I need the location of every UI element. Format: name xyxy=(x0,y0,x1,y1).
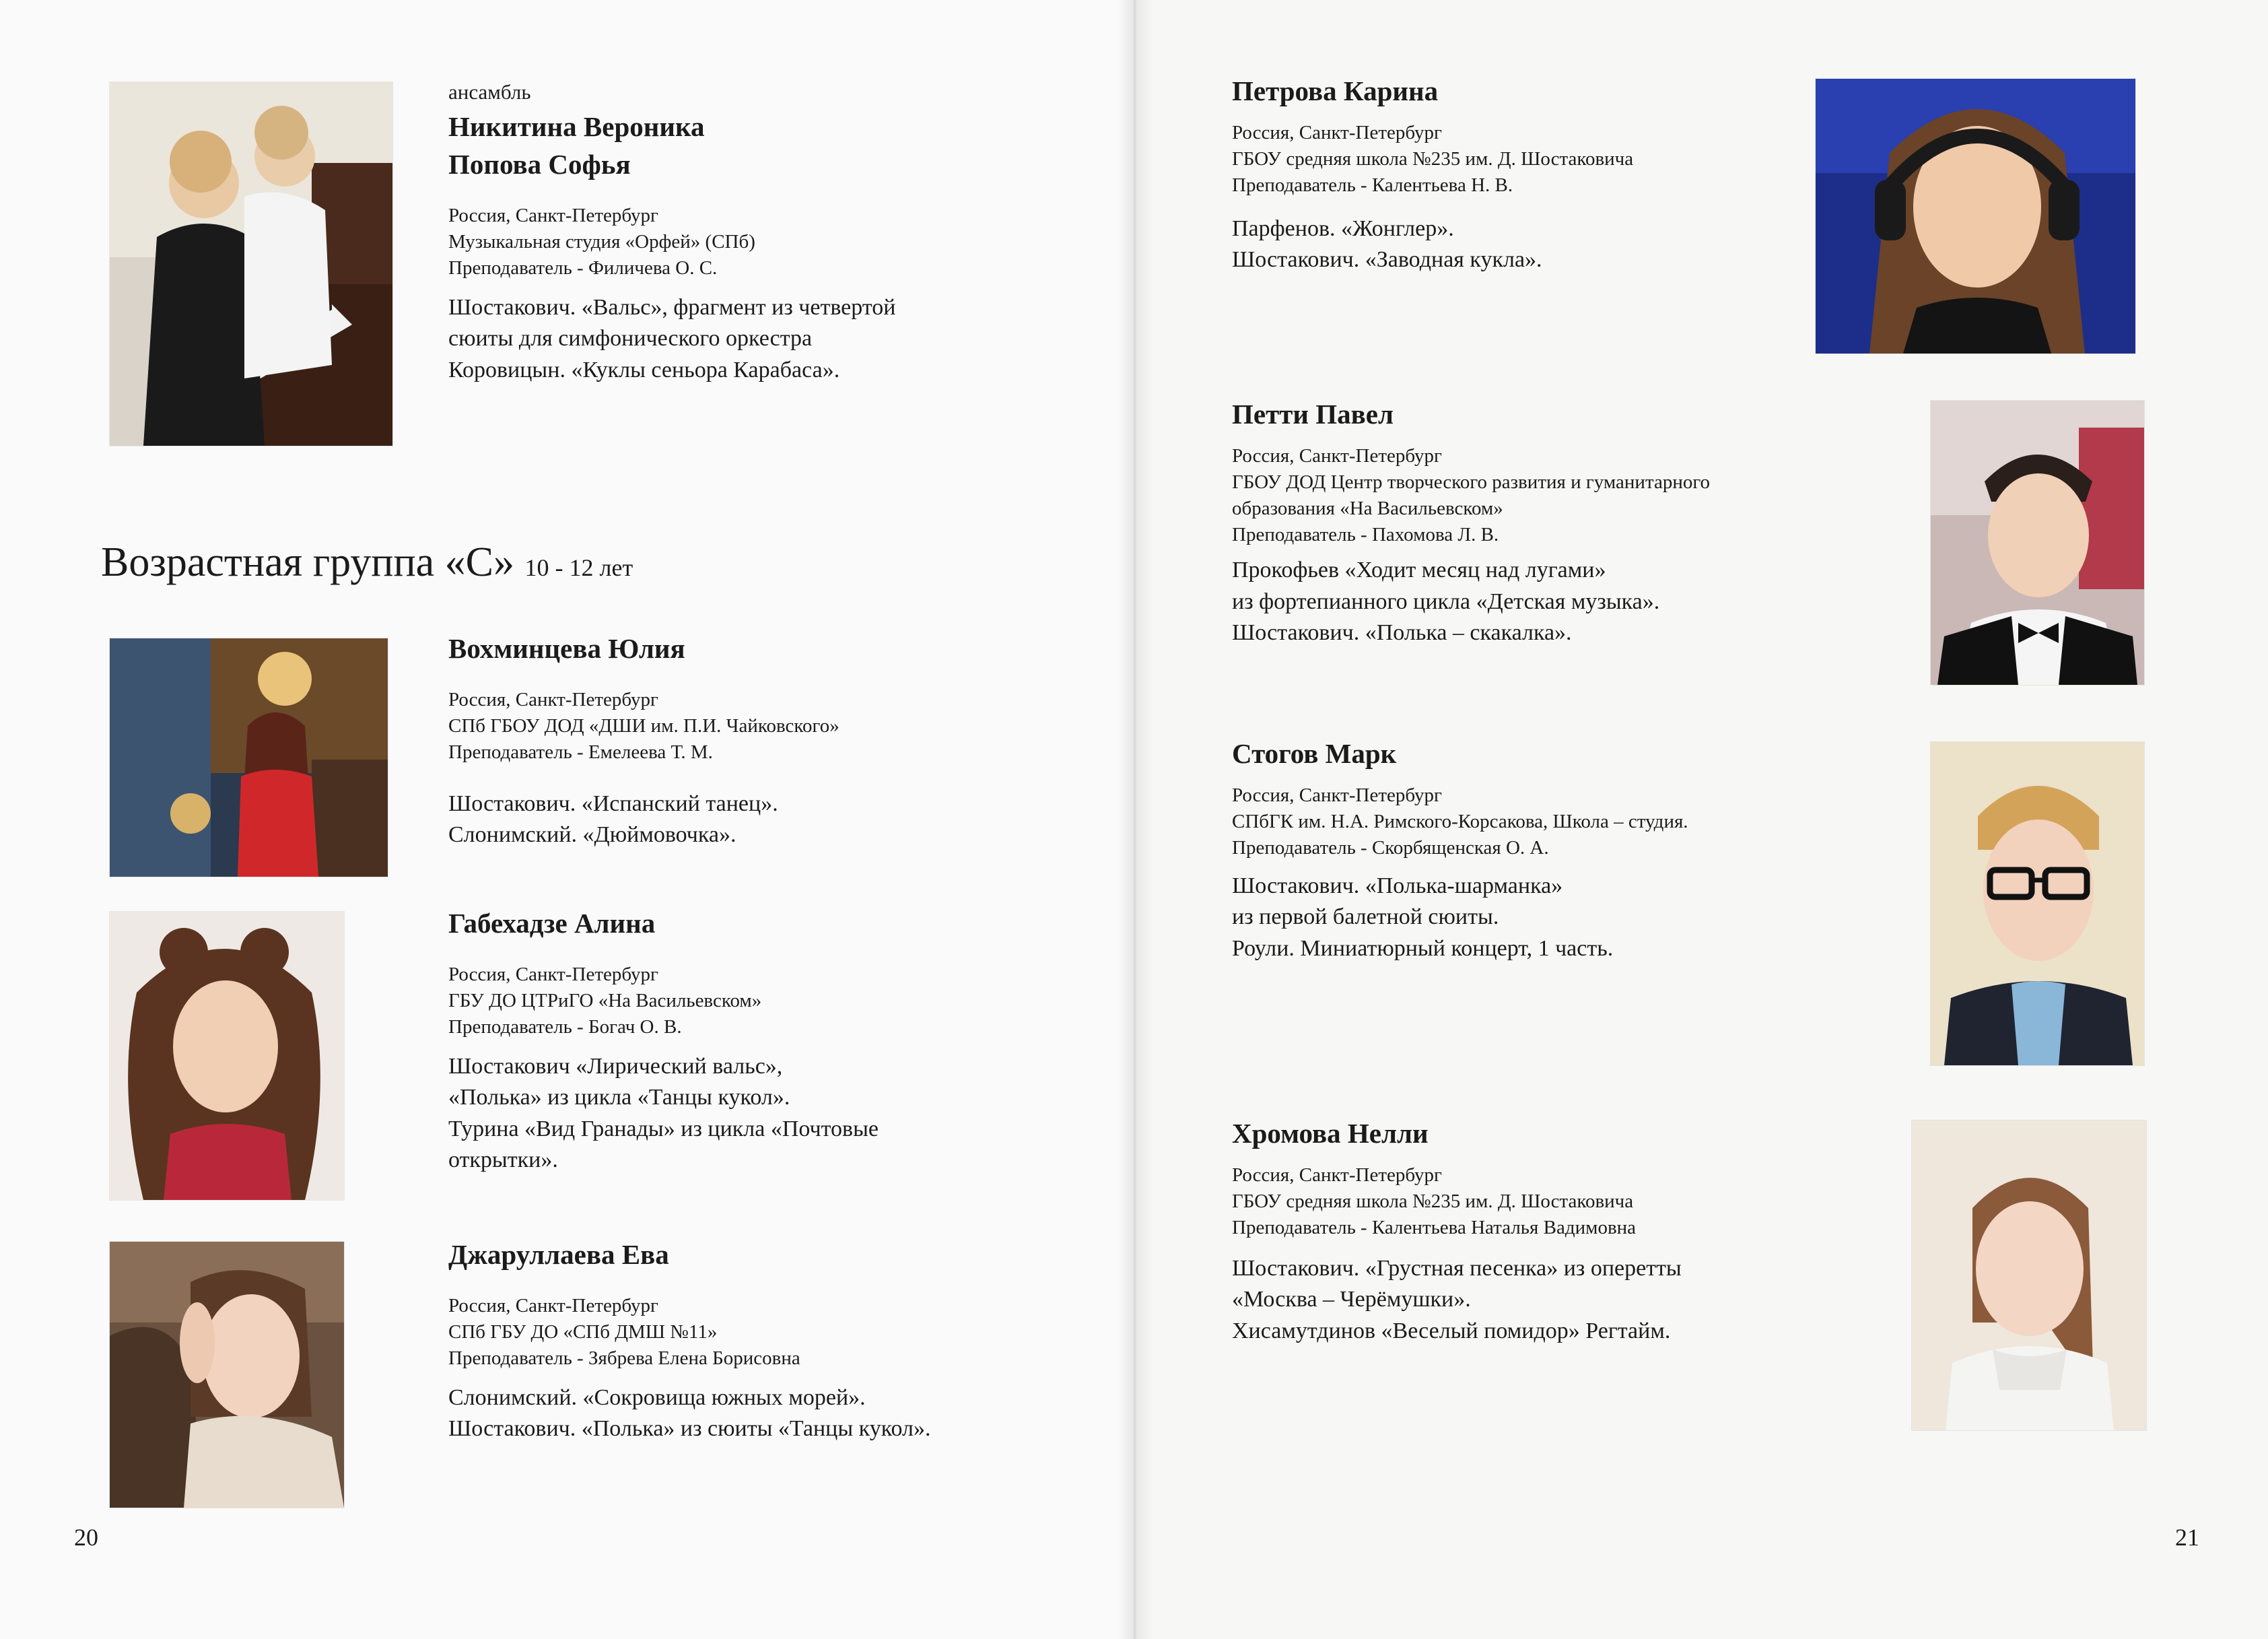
repertoire xyxy=(448,1051,1054,1176)
performer-name: Петрова Карина xyxy=(1232,75,1439,106)
page-number: 21 xyxy=(2175,1524,2199,1551)
school: Музыкальная студия «Орфей» (СПб) xyxy=(448,230,755,253)
work-line: Шостакович. «Заводная кукла». xyxy=(1232,247,1542,273)
group-age: 10 - 12 лет xyxy=(524,554,633,581)
location: Россия, Санкт-Петербург xyxy=(1232,444,1442,467)
location: Россия, Санкт-Петербург xyxy=(448,688,658,710)
photo-nikitina-popova xyxy=(110,82,392,446)
teacher: Преподаватель - Емелеева Т. М. xyxy=(448,741,713,764)
entry-stogov xyxy=(1232,735,1824,964)
performer-name: Хромова Нелли xyxy=(1232,1118,1429,1149)
teacher: Преподаватель - Пахомова Л. В. xyxy=(1232,524,1499,546)
photo-khromova xyxy=(1912,1120,2146,1430)
entry-gabekhadze xyxy=(448,905,1054,1176)
work-line: Слонимский. «Сокровища южных морей». xyxy=(448,1385,866,1411)
school: ГБОУ средняя школа №235 им. Д. Шостаковича xyxy=(1232,1190,1634,1212)
location: Россия, Санкт-Петербург xyxy=(448,1294,658,1316)
entry-nikitina-popova xyxy=(448,79,1054,386)
teacher: Преподаватель - Зябрева Елена Борисовна xyxy=(448,1347,800,1370)
performer-info xyxy=(448,203,1054,281)
photo-petti xyxy=(1931,401,2144,685)
work-line: Шостакович. «Вальс», фрагмент из четвертой xyxy=(448,295,896,321)
repertoire xyxy=(448,292,1054,386)
performer-name: Петти Павел xyxy=(1232,399,1394,430)
school: СПб ГБОУ ДОД «ДШИ им. П.И. Чайковского» xyxy=(448,714,839,737)
performer-info xyxy=(1232,1162,1824,1241)
performer-info xyxy=(1232,782,1824,861)
work-line: Шостакович «Лирический вальс», xyxy=(448,1054,783,1079)
work-line: Шостакович. «Полька-шарманка» xyxy=(1232,873,1563,899)
teacher: Преподаватель - Калентьева Наталья Вадимовна xyxy=(1232,1217,1637,1239)
performer-info xyxy=(1232,443,1824,549)
entry-khromova xyxy=(1232,1115,1824,1347)
right-page xyxy=(1135,0,2268,1639)
repertoire xyxy=(1232,1253,1824,1347)
performer-name: Габехадзе Алина xyxy=(448,908,656,939)
performer-name: Попова Софья xyxy=(448,148,631,180)
performer-info xyxy=(448,1293,1054,1372)
school: СПб ГБУ ДО «СПб ДМШ №11» xyxy=(448,1320,718,1343)
work-line: сюиты для симфонического оркестра xyxy=(448,326,813,352)
location: Россия, Санкт-Петербург xyxy=(448,963,658,985)
location: Россия, Санкт-Петербург xyxy=(1232,121,1442,143)
work-line: Роули. Миниатюрный концерт, 1 часть. xyxy=(1232,935,1614,961)
work-line: Турина «Вид Гранады» из цикла «Почтовые xyxy=(448,1116,879,1141)
entry-petrova xyxy=(1232,73,1824,276)
school: ГБУ ДО ЦТРиГО «На Васильевском» xyxy=(448,989,762,1011)
teacher: Преподаватель - Филичева О. С. xyxy=(448,257,718,279)
performer-name: Никитина Вероника xyxy=(448,111,705,143)
entry-petti xyxy=(1232,396,1824,648)
school: ГБОУ средняя школа №235 им. Д. Шостаковича xyxy=(1232,147,1634,170)
work-line: Шостакович. «Полька – скакалка». xyxy=(1232,620,1572,645)
work-line: «Москва – Черёмушки». xyxy=(1232,1287,1471,1312)
page-number: 20 xyxy=(74,1524,98,1551)
teacher: Преподаватель - Скорбященская О. А. xyxy=(1232,837,1549,859)
location: Россия, Санкт-Петербург xyxy=(1232,784,1442,806)
entry-vokhmintseva xyxy=(448,630,1054,851)
photo-stogov xyxy=(1931,742,2144,1065)
photo-dzharullaeva xyxy=(110,1242,344,1508)
performer-info xyxy=(1232,120,1824,199)
entry-dzharullaeva xyxy=(448,1236,1054,1445)
age-group-heading xyxy=(101,539,633,587)
performer-info xyxy=(448,687,1054,766)
performer-info xyxy=(448,962,1054,1040)
photo-vokhmintseva xyxy=(110,638,388,877)
school-cont: образования «На Васильевском» xyxy=(1232,498,1503,520)
performer-name: Джаруллаева Ева xyxy=(448,1239,669,1270)
work-line: Шостакович. «Полька» из сюиты «Танцы кукол». xyxy=(448,1416,931,1442)
photo-petrova xyxy=(1816,79,2135,354)
teacher: Преподаватель - Калентьева Н. В. xyxy=(1232,174,1513,197)
work-line: Шостакович. «Грустная песенка» из оперетты xyxy=(1232,1256,1682,1281)
performer-name: Вохминцева Юлия xyxy=(448,633,685,664)
work-line: Прокофьев «Ходит месяц над лугами» xyxy=(1232,558,1606,583)
work-line: Хисамутдинов «Веселый помидор» Регтайм. xyxy=(1232,1318,1671,1343)
ensemble-label: ансамбль xyxy=(448,80,531,104)
book-spine-gutter xyxy=(1118,0,1153,1639)
work-line: из первой балетной сюиты. xyxy=(1232,904,1499,930)
school: ГБОУ ДОД Центр творческого развития и гуманитарного xyxy=(1232,471,1711,493)
work-line: из фортепианного цикла «Детская музыка». xyxy=(1232,589,1660,614)
work-line: Коровицын. «Куклы сеньора Карабаса». xyxy=(448,357,840,382)
repertoire xyxy=(1232,871,1824,964)
photo-gabekhadze xyxy=(110,912,344,1200)
work-line: Слонимский. «Дюймовочка». xyxy=(448,822,736,848)
location: Россия, Санкт-Петербург xyxy=(1232,1164,1442,1186)
work-line: Шостакович. «Испанский танец». xyxy=(448,791,778,817)
work-line: Парфенов. «Жонглер». xyxy=(1232,216,1454,242)
work-line: открытки». xyxy=(448,1147,558,1172)
repertoire xyxy=(1232,555,1824,648)
location: Россия, Санкт-Петербург xyxy=(448,204,658,226)
school: СПбГК им. Н.А. Римского-Корсакова, Школа – студия. xyxy=(1232,810,1688,832)
repertoire xyxy=(1232,213,1824,275)
repertoire xyxy=(448,789,1054,850)
performer-name: Стогов Марк xyxy=(1232,738,1397,769)
teacher: Преподаватель - Богач О. В. xyxy=(448,1016,682,1038)
repertoire xyxy=(448,1382,1054,1444)
work-line: «Полька» из цикла «Танцы кукол». xyxy=(448,1085,790,1110)
group-title: Возрастная группа «С» xyxy=(101,539,515,585)
